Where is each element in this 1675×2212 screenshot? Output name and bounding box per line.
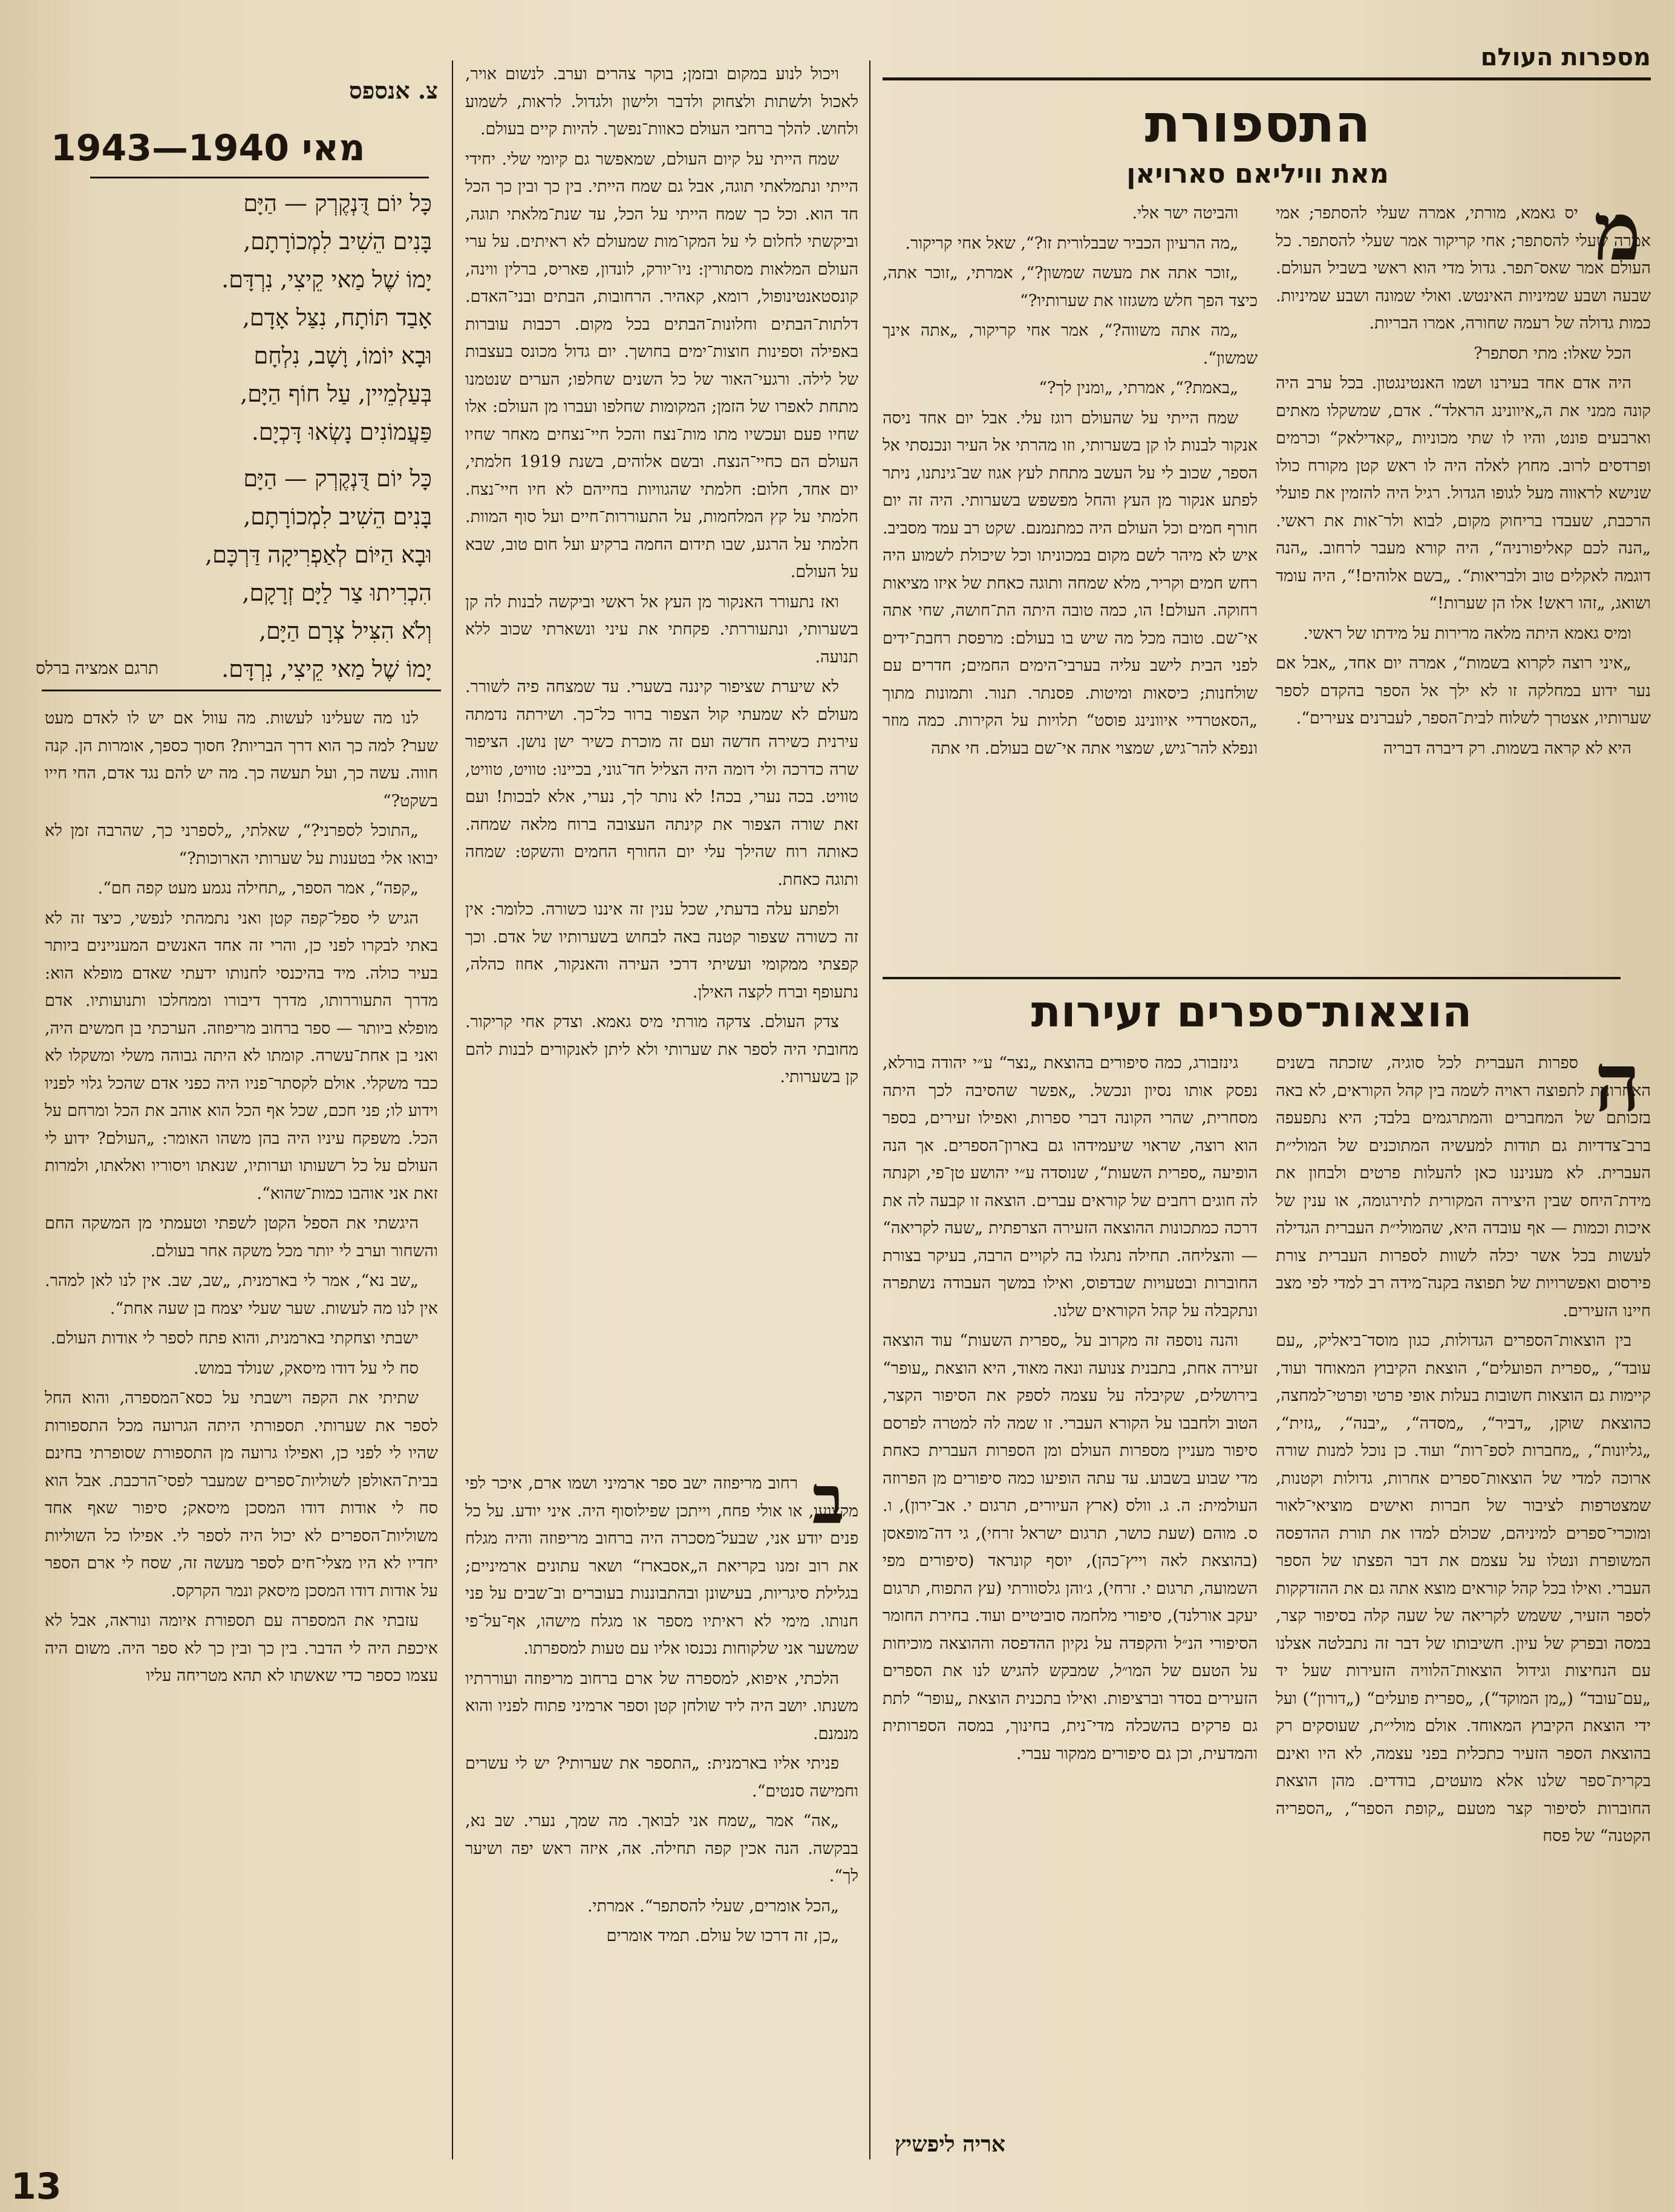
story-column-2 bbox=[883, 200, 1258, 968]
story-col4-paragraph: עזבתי את המספרה עם תספורת איומה ונוראה, אבל לא איכפת היה לי הדבר. בין כך ובין כך לא ספר היה. משום היה עצמו כספר כדי שאשתו לא תהא מטריחה עליו bbox=[45, 1611, 438, 1685]
story-col4-paragraph: „קפה“, אמר הספר, „תחילה נגמע מעט קפה חם“. bbox=[97, 879, 419, 898]
poem-line: בָּנִים הֵשִׁיב לִמְכוֹרָתָם, bbox=[243, 503, 432, 530]
poem-line: פַּעֲמוֹנִים נָשְׂאוּ דָּכְיָם. bbox=[251, 419, 432, 445]
story-col3-paragraph: ואז נתעורר האנקור מן העץ אל ראשי וביקשה לבנות לה קן בשערותי, ונתעוררתי. פקחתי את עיני ונשארתי שכוב ללא תנועה. bbox=[465, 592, 858, 667]
story-col3-paragraph: שמח הייתי על קיום העולם, שמאפשר גם קיומי שלי. יחידי הייתי ונתמלאתי תוגה, אבל גם שמח הייתי. בין כך ובין כך הכל חד הוא. וכל כך שמח הייתי על הכל, עד שנת־מלאתי תוגה, וביקשתי לחלום לי על המקו־מות שמעולם לא ראיתים. על ערי העולם המלאות מסתורין: ניו־יורק, לונדון, פאריס, ברלין ווינה, קונסטאנטינופול, רומא, קאהיר. הרחובות, הבתים ובני־האדם. דלתות־הבתים וחלונות־הבתים בכל מקום. רכבות עוברות באפילה וספינות חוצות־ימים בחושך. יום גדול מכונס בעצבות של לילה. ורגעי־האור של כל השנים שחלפו; הערים שנטמנו מתחת לאפרו של הזמן; המקומות שחלפו ועברו מן העולם: אלו שחיו פעם ועכשיו מתו מות־נצח והכל חיי־נצחים מאחר שחיו העולם הם כחיי־הנצח. ובשם אלוהים, בשנת 1919 חלמתי, יום אחד, חלום: חלמתי שהגוויות בחייהם לא חיו חיי־נצח. חלמתי על קץ המלחמות, על התעוררות־חיים ועל סוף המוות. חלמתי על הרגע, שבו תידום החמה ברקיע ועל חום טוב, שבא על העולם. bbox=[465, 149, 858, 581]
page-number: 13 bbox=[11, 2165, 62, 2208]
poem-stanza-1 bbox=[57, 184, 432, 451]
story-col4-paragraph: הגיש לי ספל־קפה קטן ואני נתמהתי לנפשי, כיצד זה לא באתי לבקרו לפני כן, והרי זה אחד האנשים המעניינים ביותר בעיר כולה. מיד בהיכנסי לחנותו ידעתי שאדם מופלא הוא: מדרך התעוררותו, מדרך דיבורו וממחלכו ותנועותיו. אדם מופלא ביותר — ספר ברחוב מריפוזה. הערכתי בן חמשים היה, ואני בן אחת־עשרה. קומתו לא היתה גבוהה משלי ומשקלו לא כבד משקלי. אולם לקסתר־פניו היה כפני אדם שהכל גלוי לפניו וידוע לו; פני חכם, שכל אף הכל הוא אוהב את הכל ומרחם על הכל. משפקח עיניו היה בהן משהו האומר: „העולם? ידוע לי העולם על כל רשעותו וערותיו, שנאתו ויסוריו ואלאתו, ולמרות זאת אני אוהבו כמות־שהוא“. bbox=[45, 909, 438, 1203]
poem-line: וְלֹא הִצִּיל צְרָם הַיָּם, bbox=[259, 618, 432, 644]
story-col3-paragraph: ולפתע עלה בדעתי, שכל ענין זה איננו כשורה. כלומר: אין זה כשורה שצפור קטנה באה לבחוש בשערותיו של אדם. וכך קפצתי ממקומי ועשיתי דרכי העירה והאנקור, אחוז כהלה, נתעופף וברח לקצה האילן. bbox=[465, 900, 858, 1002]
story-column-3-bottom bbox=[465, 1470, 858, 2171]
story-col4-paragraph: שתיתי את הקפה וישבתי על כסא־המספרה, והוא החל לספר את שערותי. תספורתי היתה הגרועה מכל התספורות שהיו לי לפני כן, ואפילו גרועה מן התספורת שסופרתי בחינם בבית־האולפן לשוליות־ספרים שמעבר לפסי־הרכבת. אבל הוא סח לי אודות דודו המסכן מיסאק; סיפור שאף אחד משוליות־הספרים לא יכול היה לספר לי. אפילו כל השוליות יחדיו לא היו מצלי־חים לספר מעשה זה, שסח לי ארם הספר על אודות דודו המסכן מיסאק ונמר הקרקס. bbox=[45, 1389, 438, 1600]
story-col4-paragraph: לנו מה שעלינו לעשות. מה עוול אם יש לו לאדם מעט שער? למה כך הוא דרך הבריות? חסוך כספך, אומרות הן. קנה חווה. עשה כך, ועל תעשה כך. מה יש להם נגד אדם, החי חייו בשקט?“ bbox=[45, 709, 438, 811]
column-rule bbox=[869, 60, 870, 2159]
poem-line: וּבָא יוֹמוֹ, וָשָׁב, נִלְחָם bbox=[253, 342, 432, 369]
story-col2-paragraph: „מה אתה משווה?“, אמר אחי קריקור, „אתה אינך שמשון“. bbox=[883, 321, 1258, 368]
story-col4-paragraph: „שב נא“, אמר לי בארמנית, „שב, שב. אין לנו לאן למהר. אין לנו מה לעשות. שער שעלי יצמח בן שעה אחת“. bbox=[45, 1271, 438, 1318]
story-col1-paragraph: הכל שאלו: מתי תסתפר? bbox=[1474, 344, 1631, 363]
poem-translator: תרגם אמציה ברלס bbox=[36, 658, 159, 678]
story-dropcap-2: ב bbox=[812, 1461, 844, 1539]
poem-line: אָבַד תּוֹתָח, נִצַּל אָדָם, bbox=[242, 304, 432, 331]
story-col3b-paragraph: „כן, זה דרכו של עולם. תמיד אומרים bbox=[606, 1927, 839, 1945]
article-signature: אריה ליפשיץ bbox=[895, 2132, 1006, 2157]
story-byline: מאת וויליאם סארויאן bbox=[1126, 158, 1389, 189]
header-rule bbox=[883, 77, 1651, 80]
story-col4-paragraph: ישבתי וצחקתי בארמנית, והוא פתח לספר לי אודות העולם. bbox=[50, 1329, 419, 1348]
article-col1-paragraph: ספרות העברית לכל סוגיה, שזכתה בשנים האחרונות לתפוצה ראויה לשמה בין קהל הקוראים, לא באה בזכותם של המחברים והמתרגמים בלבד; היא נתפעפה ברב־צדדיות גם תודות למעשיה המתוכנים של המולי״ת העברית. לא מעניננו כאן להעלות פרטים ולבחון את מידת־היחס שבין היצירה המקורית לתירגומה, או ענין של איכות וכמות — אף עובדה היא, שהמולי״ת העברית הגדילה לעשות בכל אשר יכלה לשוות לספרות העברית צורת פירסום ואפשרויות של תפוצה בקנה־מידה רב למדי לפי מצב חיינו הזעירים. bbox=[1276, 1054, 1651, 1320]
story-col3-paragraph: ויכול לנוע במקום ובזמן; בוקר צהרים וערב. לנשום אויר, לאכול ולשתות ולצחוק ולדבר ולישון ולגדול. לראות, לשמוע ולחוש. להלך ברחבי העולם כאוות־נפשך. להיות קיים בעולם. bbox=[465, 65, 858, 139]
story-col4-paragraph: „התוכל לספרני?“, שאלתי, „לספרני כך, שהרבה זמן לא יבואו אלי בטענות על שערותי הארוכות?“ bbox=[45, 821, 438, 868]
poem-stanza-2 bbox=[57, 460, 432, 688]
story-col2-paragraph: שמח הייתי על שהעולם רוגז עלי. אבל יום אחד ניסה אנקור לבנות לו קן בשערותי, וזו מהרתי אל העיר ונכנסתי אל הספר, שכוב לי על העשב מתחת לעץ אגוז שב־גינתנו, ניתר לפתע אנקור מן העץ והחל מפשפש בשערותי. היה זה יום חורף חמים וכל העולם היה כמתנמנם. שקט רב עמד מסביב. איש לא מיהר לשם מקום במכוניתו וכל שיכולת לשמוע היה רחש חמים וקריר, מלא שמחה ותוגה כאחת של איזו מציאות רחוקה. העולם! הו, כמה טובה היתה הת־חושה, שחי אתה אי־שם. טובה מכל מה שיש בו בעולם: מרפסת רחבת־ידים לפני הבית לישב עליה בערבי־הימים החמים; חדרים עם שולחנות; כיסאות ומיטות. פסנתר. תנור. ותמונות מתוך „הסאטרדיי איוונינג פוסט“ תלויות על הקירות. כמה מוזר ונפלא להר־גיש, שמצוי אתה אי־שם בעולם. חי אתה bbox=[883, 408, 1258, 758]
story-col1-paragraph: „איני רוצה לקרוא בשמות“, אמרה יום אחד, „אבל אם נער ידוע במחלקה זו לא ילך אל הספר בהקדם לספר שערותיו, אצטרך לשלוח לבית־הספר, לעברנים צעירים“. bbox=[1276, 654, 1651, 728]
poem-line: כָּל יוֹם דֻּנְקֶרְק — הַיָּם bbox=[243, 190, 432, 217]
poem-line: הִכְרִיתוּ צַר לַיָּם זְרָקָם, bbox=[242, 579, 432, 606]
story-col2-paragraph: והביטה ישר אלי. bbox=[1132, 204, 1238, 223]
story-col4-paragraph: סח לי על דודו מיסאק, שנולד במוש. bbox=[194, 1359, 419, 1378]
story-col2-paragraph: „מה הרעיון הכביר שבבלורית זו?“, שאל אחי קריקור. bbox=[905, 233, 1238, 253]
poem-line: וּבָא הַיּוֹם לְאַפְרִיקָה דַּרְכָּם, bbox=[205, 541, 432, 568]
poem-rule bbox=[90, 177, 429, 178]
article-col1-paragraph: בין הוצאות־הספרים הגדולות, כגון מוסד־ביאליק, „עם עובד“, „ספרית הפועלים“, הוצאת הקיבוץ המאוחד ועוד, קיימות גם הוצאות חשובות בעלות אופי פרטי ופרטי־למחצה, כהוצאת שוקן, „דביר“, „מסדה“, „יבנה“, „גזית“, „גליונות“, „מחברות לספ־רות“ ועוד. כן נוכל למנות שורה ארוכה למדי של הוצאות־ספרים אחרות, גדולות וקטנות, שמצטרפות לציבור של חברות ואישים מוציאי־לאור ומוכרי־ספרים למיניהם, שכולם למדו את תורת ההדפסה המשופרת ונטלו על עצמם את דבר הפצתו של הספר העברי. ואילו בכל קהל קוראים מוצא אתה גם את ההזדקקות לספר הזעיר, ששמש לקריאה של שעה קלה בסיפור קצר, במסה ובפרק של עיון. חשיבותו של דבר זה נתבלטה אצלנו עם הנחיצות וגידול הוצאות־הלוויה הזעירות שעל יד „עם־עובד“ („מן המוקד“), „ספרית פועלים“ („דורון“) ועל ידי הוצאת הקיבוץ המאוחד. אולם מולי״ת, שעוסקים רק בהוצאת הספר הזעיר כתכלית בפני עצמה, לא היו ואינם בקרית־ספר שלנו אלא מועטים, בודדים. מהן הוצאת החוברות לסיפור קצר מטעם „קופת הספר“, „הספריה הקטנה“ של פסח bbox=[1276, 1331, 1651, 1845]
story-col2-paragraph: „זוכר אתה את מעשה שמשון?“, אמרתי, „זוכר אתה, כיצד הפך חלש משגזזו את שערותיו?“ bbox=[883, 264, 1258, 310]
section-header: מספרות העולם bbox=[1480, 44, 1651, 71]
story-column-3 bbox=[465, 60, 858, 1458]
story-col3b-paragraph: הלכתי, איפוא, למספרה של ארם ברחוב מריפוזה ועוררתיו משנתו. יושב היה ליד שולחן קטן וספר ארמיני פתוח לפניו והוא מנמנם. bbox=[465, 1669, 858, 1743]
article-col2-paragraph: והנה נוספה זה מקרוב על „ספרית השעות“ עוד הוצאה זעירה אחת, בתבנית צנועה ונאה מאוד, היא הוצאת „עופר“ בירושלים, שקיבלה על עצמה לספק את הסיפור הקצר, הטוב ולחבבו על הקורא העברי. זו שמה לה למטרה לפרסם סיפור מעניין מספרות העולם ומן הספרות העברית כאחת מדי שבוע בשבוע. עד עתה הופיעו כמה סיפורים מן הפרוזה העולמית: ה. ג. וולס (ארץ העיורים, תרגום י. אב־ירון), ו. ס. מוהם (שעת כושר, תרגום ישראל זרחי), גי דה־מופאסן (בהוצאת לאה וייץ־כהן), יוסף קונראד (סיפורים מפי השמועה, תרגום י. זרחי), ג׳והן גלסוורתי (עץ התפוח, תרגום יעקב אורלנד), סיפורי מלחמה סוביטיים ועוד. בחירת החומר הסיפורי הנ״ל והקפדה על נקיון ההדפסה וההוצאה מוכיחות על הטעם של המו״ל, שמבקש להגיש לנו את הספרים הזעירים בסדר וברציפות. ואילו בתכנית הוצאת „עופר“ לתת גם פרקים בהשכלה מדי־נית, בחינוך, במסה הספרותית והמדעית, וכן גם סיפורים ממקור עברי. bbox=[883, 1331, 1258, 1763]
story-column-1 bbox=[1276, 200, 1651, 968]
story-col1-paragraph: ומיס גאמא היתה מלאה מרירות על מידתו של ראשי. bbox=[1303, 624, 1631, 643]
poem-line: בְּעַלְמֵיין, עַל חוֹף הַיָּם, bbox=[240, 380, 432, 407]
poem-bottom-rule bbox=[42, 690, 441, 691]
story-col1-paragraph: יס גאמא, מורתי, אמרה שעלי להסתפר; אמי אמרה שעלי להסתפר; אחי קריקור אמר שעלי להסתפר. כל העולם אמר שאס־תפר. גדול מדי הוא ראשי בשביל העולם. שבעה ושבע שמיניות האינטש. ואולי שמונה ושבע שמיניות. כמות גדולה של רעמה שחורה, אמרו הבריות. bbox=[1276, 204, 1651, 333]
story-col1-paragraph: היא לא קראה בשמות. רק דיברה דבריה bbox=[1383, 739, 1631, 758]
article-dropcap: ה bbox=[1595, 1036, 1641, 1130]
story-column-4 bbox=[45, 705, 438, 2168]
story-col3b-paragraph: „הכל אומרים, שעלי להסתפר“. אמרתי. bbox=[587, 1896, 839, 1916]
story-title: התספורת bbox=[1144, 94, 1371, 154]
story-col2-paragraph: „באמת?“, אמרתי, „ומנין לך?“ bbox=[1039, 379, 1238, 397]
article-column-2 bbox=[883, 1049, 1258, 2096]
poem-line: יָמוֹ שֶׁל מַאי קֵיצִי, נִרְדָּם. bbox=[221, 266, 432, 293]
story-col3b-paragraph: רחוב מריפוזה ישב ספר ארמיני ושמו ארם, איכר לפי מקצועו, או אולי פחח, וייתכן שפילוסוף היה. איני יודע. על כל פנים יודע אני, שבעל־מסכרה היה ברחוב מריפוזה והיה מגלח את רוב זמנו בקריאת ה„אסבארז“ ושאר עתונים ארמיניים; בגלילת סיגריות, בעישונן ובהתבוננות בעוברים וב־שבים על פני חנותו. מימי לא ראיתיו מספר או מגלח מישהו, אף־על־פי שמשער אני שלקוחות נכנסו אליו עם טעות למספרתו. bbox=[465, 1474, 858, 1658]
article-column-1 bbox=[1276, 1049, 1651, 2168]
poem-line: בָּנִים הֵשִׁיב לִמְכוֹרָתָם, bbox=[243, 228, 432, 255]
article-col2-paragraph: גינזבורג, כמה סיפורים בהוצאת „נצר“ ע״י יהודה בורלא, נפסק אותו נסיון ונכשל. „אפשר שהסיבה לכך היתה מסחרית, שהרי הקונה דברי ספרות, ואפילו זעירים, בספר הוא רוצה, שראוי שיעמידהו גם בארון־הספרים. אך הנה הופיעה „ספרית השעות“, שנוסדה ע״י יהושע טן־פי, וקנתה לה חוגים רחבים של קוראים עברים. הוצאה זו קבעה לה את דרכה כמתכונות ההוצאה הזעירה הצרפתית „שעה לקריאה“ — והצליחה. תחילה נתגלו בה לקויים הרבה, בעיקר בצורת החוברות ובטעויות שבדפוס, ואילו במשך העבודה נשתפרה ונתקבלה על קהל הקוראים שלנו. bbox=[883, 1054, 1258, 1320]
story-col1-paragraph: היה אדם אחד בעירנו ושמו האנטינגטון. בכל ערב היה קונה ממני את ה„איוונינג הראלד“. אדם, שמשקלו מאתים וארבעים פונט, והיו לו שתי מכוניות „קאדילאק“ וכרמים ופרדסים לרוב. מחוץ לאלה היה לו ראש קטן מקורח כולו שנישא לראווה מעל לגופו הגדול. רגיל היה להזמין את פועלי הרכבת, שעבדו בריחוק מקום, לבוא ולר־אות את ראשי. „הנה לכם קאליפורניה“, היה קורא מעבר לרחוב. „הנה דוגמה לאקלים טוב ולבריאות“. „בשם אלוהים!“, היה עומד ושואג, „זהו ראש! אלו הן שערות!“ bbox=[1276, 374, 1651, 613]
story-col4-paragraph: היגשתי את הספל הקטן לשפתי וטעמתי מן המשקה החם והשחור וערב לי יותר מכל משקה אחר בעולם. bbox=[45, 1214, 438, 1261]
story-col3b-paragraph: פניתי אליו בארמנית: „התספר את שערותי? יש לי עשרים וחמישה סנטים“. bbox=[465, 1754, 858, 1801]
story-col3-paragraph: צדק העולם. צדקה מורתי מיס גאמא. וצדק אחי קריקור. מחובתי היה לספר את שערותי ולא ליתן לאנקורים לבנות להם קן בשערותי. bbox=[465, 1013, 858, 1086]
article-top-rule bbox=[883, 977, 1621, 979]
article-title: הוצאות־ספרים זעירות bbox=[1031, 986, 1472, 1037]
poem-title: מאי 1940—1943 bbox=[51, 127, 365, 169]
story-dropcap: מ bbox=[1593, 185, 1642, 279]
poem-line: כָּל יוֹם דֻּנְקֶרְק — הַיָּם bbox=[243, 465, 432, 492]
story-col3b-paragraph: „אה“ אמר „שמח אני לבואך. מה שמך, נערי. שב נא, בבקשה. הנה אכין קפה תחילה. אה, איזה ראש יפה ושיער לך“. bbox=[465, 1812, 858, 1885]
poem-line: יָמוֹ שֶׁל מַאי קֵיצִי, נִרְדָּם. bbox=[221, 656, 432, 682]
column-rule bbox=[452, 60, 453, 2159]
story-col3-paragraph: לא שיערת שציפור קיננה בשערי. עד שמצחה פיה לשורר. מעולם לא שמעתי קול הצפור ברור כל־כך. ושירתה נדמתה עירנית כשירה חדשה ועם זה מוכרת כשיר ישן נושן. הציפור שרה כדרכה ולי דומה היה הצליל חד־גוני, בכיינו: טוויט, טוויט, טוויט. בכה נערי, בכה! לא נותר לך, נערי, אלא לבכות! ועם זאת שורה הצפור את קינתה העצובה ברוח מלאה שמחה. כאותה רוח שהילך עלי יום החורף החמים והשקט: שמחה ותוגה כאחת. bbox=[465, 677, 858, 889]
poem-author: צ. אנספס bbox=[348, 77, 438, 104]
